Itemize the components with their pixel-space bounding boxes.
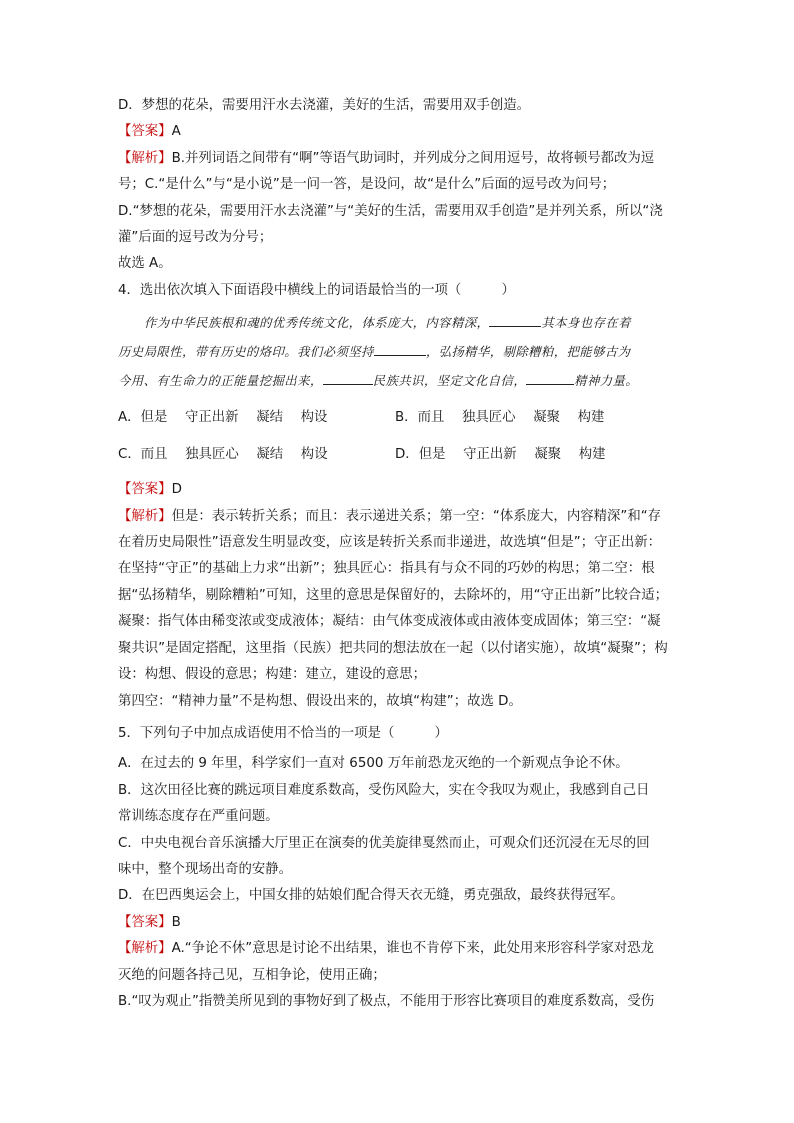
- q5-analysis-line: 【解析】A.“争论不休”意思是讨论不出结果，谁也不肯停下来，此处用来形容科学家对恐龙: [118, 941, 654, 957]
- q5-option-line: 味中，整个现场出奇的安静。: [118, 861, 293, 877]
- answer-tag: 【答案】: [118, 482, 172, 498]
- q5-option-line: A．在过去的 9 年里，科学家们一直对 6500 万年前恐龙灭绝的一个新观点争论不休。: [118, 756, 629, 772]
- fill-blank: [374, 341, 426, 356]
- q4-analysis-line: 聚共识”是固定搭配，这里指（民族）把共同的想法放在一起（以付诸实施），故填“凝聚”；构: [118, 640, 668, 656]
- q5-option-line: B．这次田径比赛的跳远项目难度系数高，受伤风险大，实在令我叹为观止，我感到自己日: [118, 782, 650, 798]
- q3-answer: [118, 119, 690, 145]
- q4-option-b: B．而且 独具匠心 凝聚 构建: [395, 409, 605, 425]
- analysis-tag: 【解析】: [118, 508, 172, 524]
- passage-line: 今用、有生命力的正能量挖掘出来， 民族共识，坚定文化自信， 精神力量。: [118, 366, 690, 395]
- answer-tag: 【答案】: [118, 914, 172, 930]
- q4-options-row: [118, 436, 690, 473]
- passage-line: 历史局限性，带有历史的烙印。我们必须坚持 ，弘扬精华，剔除糟粕，把能够古为: [118, 337, 690, 366]
- fill-blank: [323, 370, 373, 385]
- q5-analysis-line: 灭绝的问题各持己见，互相争论，使用正确；: [118, 967, 386, 983]
- q5-analysis-line: B.“叹为观止”指赞美所见到的事物好到了极点，不能用于形容比赛项目的难度系数高，受伤: [118, 993, 655, 1009]
- q4-options-row: [118, 399, 690, 436]
- fill-blank: [489, 312, 541, 327]
- worksheet-page: [118, 93, 690, 1015]
- q4-analysis-line: 在着历史局限性”语意发生明显改变，应该是转折关系而非递进，故选填“但是”；守正出新：: [118, 535, 662, 551]
- q3-analysis-line: 号；C.“是什么”与“是小说”是一问一答，是设问，故“是什么”后面的逗号改为问号；: [118, 177, 616, 193]
- q5-answer: [118, 910, 690, 936]
- analysis-tag: 【解析】: [118, 150, 172, 166]
- q4-analysis-line: 在坚持“守正”的基础上力求“出新”；独具匠心：指具有与众不同的巧妙的构思；第二空：根: [118, 561, 655, 577]
- q3-analysis-line: 【解析】B.并列词语之间带有“啊”等语气助词时，并列成分之间用逗号，故将顿号都改为逗: [118, 150, 655, 166]
- q5-option-line: D．在巴西奥运会上，中国女排的姑娘们配合得天衣无缝，勇克强敌，最终获得冠军。: [118, 888, 624, 904]
- q5-option-line: C．中央电视台音乐演播大厅里正在演奏的优美旋律戛然而止，可观众们还沉浸在无尽的回: [118, 835, 650, 851]
- answer-value: A: [171, 124, 181, 140]
- passage-line: 作为中华民族根和魂的优秀传统文化，体系庞大，内容精深， 其本身也存在着: [118, 308, 690, 337]
- q4-stem: 4．选出依次填入下面语段中横线上的词语最恰当的一项（ ）: [118, 282, 515, 298]
- fill-blank: [526, 370, 574, 385]
- q4-option-d: D．但是 守正出新 凝聚 构建: [395, 446, 606, 462]
- analysis-tag: 【解析】: [118, 941, 172, 957]
- q4-analysis-line: 【解析】但是：表示转折关系；而且：表示递进关系；第一空：“体系庞大，内容精深”和“存: [118, 508, 662, 524]
- q4-option-a: A．但是 守正出新 凝结 构设: [118, 409, 328, 425]
- answer-value: D: [171, 482, 182, 498]
- q3-analysis-line: 灌”后面的逗号改为分号；: [118, 230, 273, 246]
- answer-tag: 【答案】: [118, 124, 172, 140]
- answer-value: B: [171, 914, 181, 930]
- q4-analysis-line: 凝聚：指气体由稀变浓或变成液体；凝结：由气体变成液体或由液体变成固体；第三空：“凝: [118, 614, 661, 630]
- q4-analysis-line: 第四空：“精神力量”不是构想、假设出来的，故填“构建”；故选 D。: [118, 693, 522, 709]
- q4-analysis-line: 据“弘扬精华，剔除糟粕”可知，这里的意思是保留好的，去除坏的，用“守正出新”比较合适；: [118, 587, 668, 603]
- q3-option-d: D．梦想的花朵，需要用汗水去浇灌，美好的生活，需要用双手创造。: [118, 98, 531, 113]
- q4-answer: [118, 477, 690, 503]
- q4-analysis-line: 设：构想、假设的意思；构建：建立，建设的意思；: [118, 667, 426, 683]
- q4-passage: [118, 308, 690, 395]
- q3-analysis-line: D.“梦想的花朵，需要用汗水去浇灌”与“美好的生活，需要用双手创造”是并列关系，所以“浇: [118, 203, 663, 219]
- q5-option-line: 常训练态度存在严重问题。: [118, 809, 279, 825]
- q3-analysis-line: 故选 A。: [118, 256, 172, 272]
- q4-option-c: C．而且 独具匠心 凝结 构设: [118, 446, 328, 462]
- q5-stem: 5．下列句子中加点成语使用不恰当的一项是（ ）: [118, 725, 448, 741]
